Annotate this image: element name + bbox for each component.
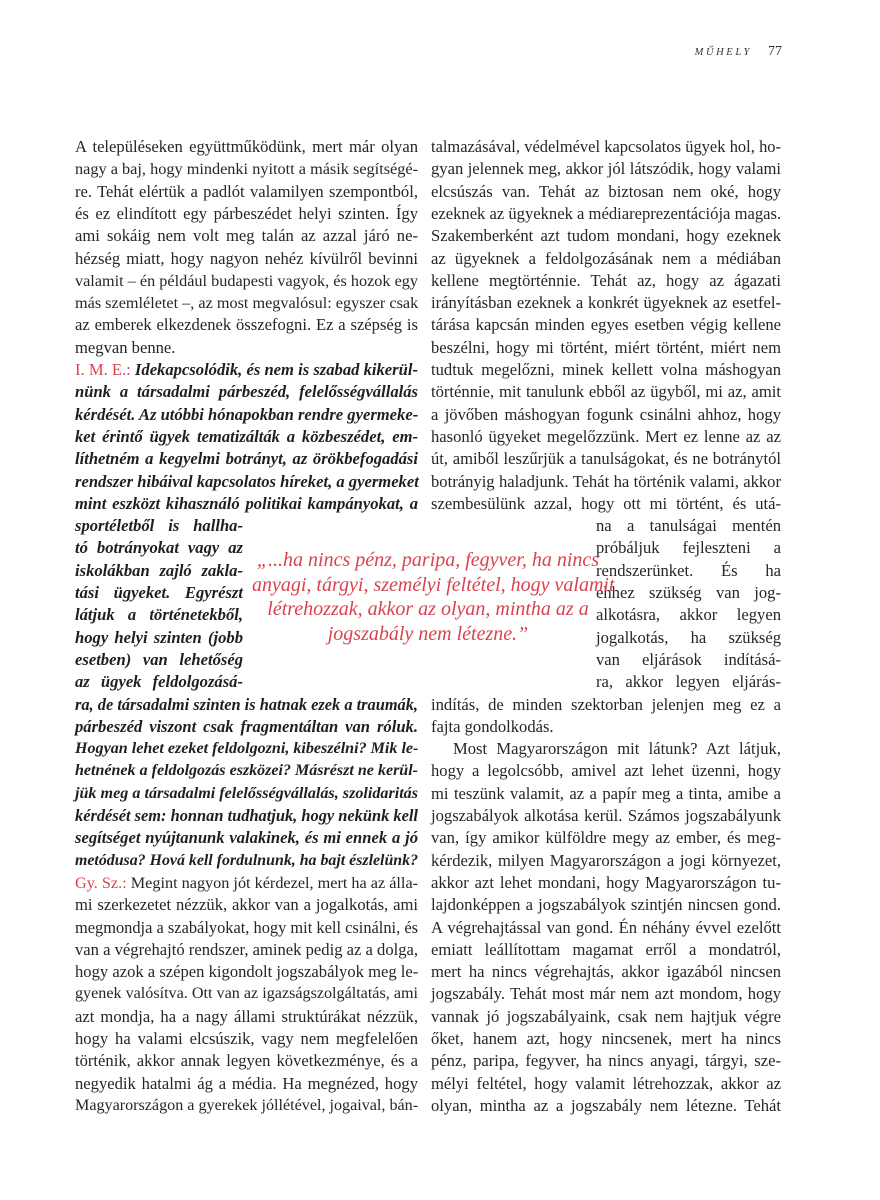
- line-text: sportéletből is hallha-: [75, 516, 243, 536]
- text-line: [75, 827, 418, 849]
- line-text: hogy helyi szinten (jobb: [75, 627, 243, 647]
- text-line: [75, 1050, 418, 1072]
- text-line: [431, 1028, 781, 1050]
- line-text: talmazásával, védelmével kapcsolatos ügyek hol, ho-: [431, 137, 781, 156]
- line-text: kellene megtörténnie. Tehát az, hogy az ágazati: [431, 270, 781, 290]
- text-line: [75, 917, 418, 939]
- line-text: gyan jelennek meg, akkor jól látszódik, hogy valami: [431, 159, 781, 179]
- text-line: [431, 1095, 781, 1117]
- text-line: [75, 248, 418, 270]
- text-line: [596, 649, 781, 671]
- line-text: ehhez szükség van jog-: [596, 583, 781, 602]
- line-text: metódusa? Hová kell fordulnunk, ha bajt észlelünk?: [75, 851, 419, 869]
- line-text: hetnének a feldolgozás eszközei? Másrészt ne kerül-: [75, 762, 418, 780]
- text-line: [431, 760, 781, 782]
- speaker-label: Gy. Sz.:: [75, 873, 127, 892]
- text-line: [596, 515, 781, 537]
- text-line: [453, 738, 781, 760]
- line-text: Megint nagyon jót kérdezel, mert ha az álla-: [126, 873, 419, 892]
- text-line: [75, 961, 418, 983]
- line-text: van, így amikor külföldre megy az ember, és meg-: [431, 828, 781, 848]
- text-line: [75, 894, 418, 916]
- line-text: Magyarországon a gyerekek jóllétével, jogaival, bán-: [75, 1096, 419, 1114]
- text-line: [431, 694, 781, 716]
- line-text: jogszabály. Tehát most már nem azt mondom, hogy: [431, 984, 781, 1004]
- text-line: [431, 1006, 781, 1028]
- line-text: vannak jó jogszabályaink, csak nem hajtjuk végre: [431, 1006, 781, 1026]
- line-text: pénz, paripa, fegyver, ha nincs anyagi, tárgyi, sze-: [431, 1051, 781, 1071]
- text-line: [75, 270, 418, 292]
- line-text: nünk a társadalmi párbeszéd, felelősségvállalás: [75, 382, 418, 402]
- text-line: [431, 961, 781, 983]
- page-number: 77: [768, 44, 782, 59]
- text-line: [75, 872, 418, 894]
- line-text: hogy azok a szépen kigondolt jogszabályok meg le-: [75, 962, 419, 982]
- text-line: [431, 850, 781, 872]
- text-line: [431, 894, 781, 916]
- line-text: lajdonképpen a jogszabályok szintjén nincsen gond.: [431, 895, 781, 915]
- text-line: [431, 939, 781, 961]
- line-text: tudtuk megelőzni, minek kellett volna máshogyan: [431, 360, 781, 379]
- line-text: ra, akkor legyen eljárás-: [596, 672, 781, 692]
- line-text: gyenek valósítva. Ott van az igazságszolgáltatás, ami: [75, 985, 418, 1003]
- text-line: [431, 314, 781, 336]
- text-line: [431, 448, 781, 470]
- line-text: párbeszéd viszont csak fragmentáltan van róluk.: [75, 716, 418, 736]
- text-line: [596, 627, 781, 649]
- line-text: más szemléletet –, az most megvalósul: egyszer csak: [75, 294, 419, 313]
- text-line: [75, 493, 418, 515]
- text-line: [75, 627, 243, 649]
- text-line: [75, 515, 243, 537]
- line-text: az ügyek feldolgozásá-: [75, 672, 243, 692]
- text-line: [75, 426, 418, 448]
- text-line: [75, 471, 418, 493]
- line-text: iskolákban zajló zakla-: [75, 560, 243, 580]
- text-line: [75, 181, 418, 203]
- line-text: az emberek elkezdenek összefogni. Ez a szépség is: [75, 315, 418, 335]
- line-text: kérdését sem: honnan tudhatjuk, hogy nekünk kell: [75, 806, 418, 825]
- line-text: azt mondja, ha a nagy állami struktúrákat nézzük,: [75, 1006, 418, 1026]
- line-text: mert ha nincs végrehajtás, akkor igazából nincsen: [431, 962, 781, 982]
- text-line: [75, 582, 243, 604]
- text-line: [596, 671, 781, 693]
- text-line: [431, 337, 781, 359]
- text-line: [431, 270, 781, 292]
- line-text: A településeken együttműködünk, mert már olyan: [75, 137, 418, 156]
- line-text: megmondja a szabályokat, hogy mit kell csinálni, és: [75, 917, 418, 937]
- line-text: nagy a baj, hogy mindenki nyitott a másik segítségé-: [75, 160, 418, 179]
- text-line: [75, 671, 243, 693]
- pull-quote-line: jogszabály nem létezne.”: [327, 622, 529, 645]
- text-line: [75, 292, 418, 314]
- line-text: irányításban ezeknek a konkrét ügyeknek az esetfel-: [431, 293, 781, 313]
- text-line: [431, 158, 781, 180]
- text-line: [75, 760, 418, 782]
- line-text: botrányig haladjunk. Tehát ha történik valami, akkor: [431, 471, 781, 491]
- line-text: elcsúszás van. Tehát az biztosan nem oké, hogy: [431, 181, 781, 201]
- text-line: [75, 158, 418, 180]
- text-line: [75, 850, 418, 872]
- text-line: [75, 783, 418, 805]
- line-text: mi szerkezetet nézzük, akkor van a jogalkotás, ami: [75, 895, 418, 915]
- line-text: tási ügyeket. Egyrészt: [75, 583, 243, 602]
- pull-quote-line: anyagi, tárgyi, személyi feltétel, hogy valamit: [252, 573, 615, 596]
- line-text: alkotásra, akkor legyen: [596, 605, 781, 625]
- text-line: [75, 805, 418, 827]
- pull-quote: [252, 548, 615, 646]
- text-line: [431, 917, 781, 939]
- text-line: [431, 471, 781, 493]
- text-line: [75, 716, 418, 738]
- line-text: próbáljuk fejleszteni a: [596, 538, 781, 558]
- line-text: fajta gondolkodás.: [431, 716, 554, 736]
- line-text: beszélni, hogy mi történt, miért történt, miért nem: [431, 337, 781, 357]
- line-text: esetben) van lehetőség: [75, 649, 243, 669]
- line-text: indítás, de minden szektorban jelenjen meg ez a: [431, 694, 781, 714]
- line-text: valamit – én például budapesti vagyok, és hozok egy: [75, 271, 418, 290]
- text-line: [596, 604, 781, 626]
- text-line: [431, 493, 781, 515]
- line-text: hogy ha valami elcsúszik, vagy nem megfelelően: [75, 1029, 418, 1048]
- line-text: Most Magyarországon mit látunk? Azt látjuk,: [453, 739, 781, 759]
- text-line: [596, 582, 781, 604]
- line-text: ami sokáig nem volt meg talán az azzal járó ne-: [75, 226, 418, 246]
- text-line: [75, 404, 418, 426]
- text-line: [75, 537, 243, 559]
- text-line: [431, 292, 781, 314]
- text-line: [431, 983, 781, 1005]
- line-text: emiatt leállítottam magamat erről a mondatról,: [431, 939, 781, 959]
- text-line: [431, 805, 781, 827]
- text-line: [75, 1028, 418, 1050]
- text-line: [431, 1073, 781, 1095]
- line-text: tó botrányokat vagy az: [75, 538, 243, 558]
- text-line: [75, 1095, 418, 1117]
- text-line: [75, 381, 418, 403]
- line-text: és ez elindított egy párbeszédet helyi szinten. Így: [75, 203, 418, 223]
- line-text: látjuk a történetekből,: [75, 605, 243, 625]
- text-line: [431, 827, 781, 849]
- line-text: tárása kapcsán minden egyes esetben végig kellene: [431, 315, 781, 335]
- line-text: segítséget nyújtanunk valakinek, és mi ennek a jó: [75, 828, 418, 848]
- line-text: út, amiből leszűrjük a tanulságokat, és ne botránytól: [431, 449, 781, 469]
- line-text: hogy a legolcsóbb, amivel azt lehet üzenni, hogy: [431, 761, 781, 781]
- line-text: olyan, mintha az a jogszabály nem létezne. Tehát: [431, 1095, 781, 1115]
- text-line: [431, 783, 781, 805]
- line-text: na a tanulságai mentén: [596, 516, 781, 536]
- line-text: ezeknek az ügyeknek a médiareprezentációja magas.: [431, 203, 782, 223]
- speaker-label: I. M. E.:: [75, 360, 131, 379]
- text-line: [75, 448, 418, 470]
- running-header: [695, 44, 782, 60]
- line-text: hézség miatt, hogy nagyon nehéz kívülről bevinni: [75, 248, 418, 268]
- text-line: [431, 872, 781, 894]
- text-line: [431, 225, 781, 247]
- line-text: negyedik hatalmi ág a média. Ha megnézed, hogy: [75, 1073, 418, 1093]
- text-line: [431, 359, 781, 381]
- line-text: jük meg a társadalmi felelősségvállalás, szolidaritás: [75, 784, 418, 802]
- text-line: [75, 136, 418, 158]
- line-text: Szakemberként azt tudom mondani, hogy ezeknek: [431, 226, 781, 246]
- text-line: [75, 983, 418, 1005]
- line-text: mélyi feltétel, hogy valamit létrehozzak, akkor az: [431, 1073, 781, 1093]
- line-text: kérdezik, milyen Magyarországon a jogi környezet,: [431, 850, 781, 870]
- text-line: [75, 1006, 418, 1028]
- line-text: mi teszünk valamit, az a papír meg a tinta, amibe a: [431, 783, 781, 803]
- text-line: [431, 181, 781, 203]
- line-text: akkor azt lehet mondani, hogy Magyarországon tu-: [431, 872, 781, 892]
- line-text: az ügyeknek a feldolgozásának nem a médiában: [431, 248, 781, 268]
- line-text: mint eszközt kihasználó politikai kampányokat, a: [75, 493, 418, 513]
- line-text: megvan benne.: [75, 337, 176, 357]
- text-line: [596, 560, 781, 582]
- text-line: [431, 426, 781, 448]
- line-text: rendszer hibáival kapcsolatos híreket, a gyermeket: [75, 471, 419, 491]
- text-line: [431, 136, 781, 158]
- text-line: [75, 203, 418, 225]
- text-line: [431, 716, 781, 738]
- text-line: [431, 381, 781, 403]
- line-text: Idekapcsolódik, és nem is szabad kikerül-: [130, 360, 418, 379]
- text-line: [75, 939, 418, 961]
- line-text: re. Tehát elértük a padlót valamilyen szempontból,: [75, 181, 418, 201]
- text-line: [75, 225, 418, 247]
- line-text: van eljárások indításá-: [596, 649, 781, 669]
- line-text: szembesülünk azzal, hogy ott mi történt, és utá-: [431, 493, 781, 513]
- text-line: [431, 203, 781, 225]
- text-line: [75, 359, 418, 381]
- pull-quote-line: „...ha nincs pénz, paripa, fegyver, ha nincs: [256, 549, 600, 571]
- pull-quote-line: létrehozzak, akkor az olyan, mintha az a: [267, 598, 589, 620]
- line-text: kérdését. Az utóbbi hónapokban rendre gyermeke-: [75, 404, 419, 424]
- line-text: jogszabályok alkotása kerül. Számos jogszabályunk: [431, 806, 781, 825]
- section-name: MŰHELY: [694, 47, 752, 58]
- text-line: [75, 694, 418, 716]
- text-line: [75, 738, 418, 760]
- line-text: ra, de társadalmi szinten is hatnak ezek a traumák,: [75, 694, 418, 714]
- line-text: a jövőben máshogyan fogunk csinálni ahhoz, hogy: [431, 404, 781, 424]
- line-text: Hogyan lehet ezeket feldolgozni, kibeszélni? Mik le-: [75, 740, 419, 758]
- text-line: [75, 1073, 418, 1095]
- text-line: [431, 248, 781, 270]
- line-text: hasonló ügyeket megelőzzünk. Mert ez lenne az az: [431, 426, 781, 446]
- text-line: [75, 649, 243, 671]
- text-line: [596, 537, 781, 559]
- text-line: [75, 337, 418, 359]
- text-line: [431, 1050, 781, 1072]
- line-text: történnie, mit tanulunk ebből az ügyből, mi az, amit: [431, 382, 781, 402]
- line-text: őket, hanem azt, hogy nincsenek, mert ha nincs: [431, 1029, 781, 1048]
- text-line: [75, 314, 418, 336]
- line-text: líthetném a kegyelmi botrányt, az örökbefogadási: [75, 449, 418, 469]
- line-text: történik, akkor annak legyen következménye, és a: [75, 1051, 418, 1071]
- line-text: A végrehajtással van gond. Én néhány évvel ezelőtt: [431, 917, 781, 937]
- line-text: rendszerünket. És ha: [596, 560, 781, 580]
- text-line: [75, 604, 243, 626]
- text-line: [75, 560, 243, 582]
- line-text: jogalkotás, ha szükség: [596, 627, 781, 647]
- line-text: van a végrehajtó rendszer, aminek pedig az a dolga,: [75, 939, 419, 959]
- text-line: [431, 404, 781, 426]
- line-text: ket érintő ügyek tematizálták a közbeszédet, em-: [75, 426, 418, 446]
